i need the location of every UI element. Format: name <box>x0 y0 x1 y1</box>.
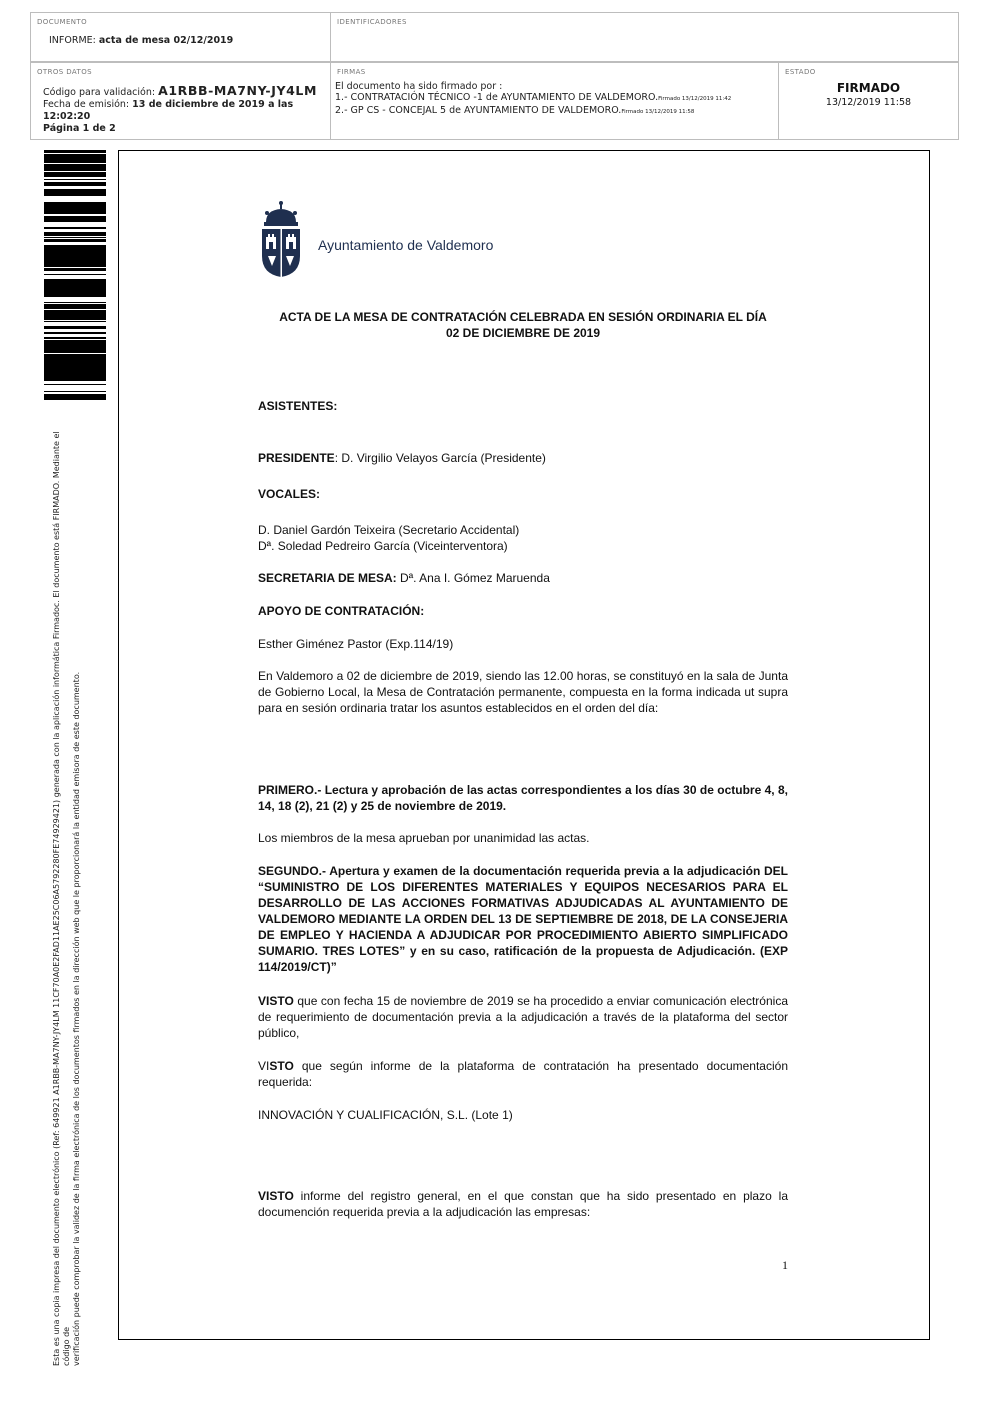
firma-2-date: Firmado 13/12/2019 11:58 <box>621 109 695 115</box>
document-title <box>258 309 788 341</box>
fecha-prefix: Fecha de emisión: <box>43 99 130 110</box>
page-count: Página 1 de 2 <box>43 123 116 134</box>
documento-cell <box>31 13 331 61</box>
documento-label: DOCUMENTO <box>37 18 87 26</box>
visto-3-paragraph <box>258 1188 788 1220</box>
apoyo-value: Esther Giménez Pastor (Exp.114/19) <box>258 637 454 651</box>
validation-code[interactable]: A1RBB-MA7NY-JY4LM <box>158 83 318 98</box>
empresa-line: INNOVACIÓN Y CUALIFICACIÓN, S.L. (Lote 1) <box>258 1108 513 1122</box>
vocales-heading: VOCALES: <box>258 487 321 501</box>
estado-date: 13/12/2019 11:58 <box>825 97 912 108</box>
presidente-label: PRESIDENTE <box>258 451 335 465</box>
visto-2-pre: VI <box>258 1059 270 1073</box>
firma-1-date: Firmado 13/12/2019 11:42 <box>658 96 732 102</box>
municipality-name: Ayuntamiento de Valdemoro <box>318 237 494 253</box>
estado-label: ESTADO <box>785 68 816 76</box>
page-number: 1 <box>782 1258 788 1272</box>
otros-datos-cell <box>31 63 331 139</box>
vocal-2: Dª. Soledad Pedreiro García (Viceinterventora) <box>258 539 508 553</box>
firma-1 <box>335 92 731 105</box>
signature-header <box>30 62 959 140</box>
verification-line-2: verificación puede comprobar la validez de la firma electrónica de los documentos firmados en la dirección web que le proporcionará la entidad emisora de este documento. <box>72 671 81 1366</box>
intro-paragraph: En Valdemoro a 02 de diciembre de 2019, siendo las 12.00 horas, se constituyó en la sala de Junta de Gobierno Local, la Mesa de Contratación permanente, compuesta en la forma indicada ut supra para en sesión ordinaria tratar los asuntos establecidos en el orden del día: <box>258 669 788 715</box>
emission-date-line <box>43 99 330 123</box>
document-header <box>30 12 959 62</box>
visto-1-label: VISTO <box>258 994 294 1008</box>
documento-value: acta de mesa 02/12/2019 <box>98 35 234 46</box>
apoyo-heading: APOYO DE CONTRATACIÓN: <box>258 604 425 618</box>
asistentes-heading: ASISTENTES: <box>258 399 338 413</box>
primero-heading: PRIMERO.- Lectura y aprobación de las actas correspondientes a los días 30 de octubre 4, 8, 14, 18 (2), 21 (2) y 25 de noviembre de 2019. <box>258 783 788 813</box>
title-line-2: 02 DE DICIEMBRE DE 2019 <box>445 326 601 340</box>
emission-date: 13 de diciembre de 2019 a las 12:02:20 <box>43 99 294 122</box>
firmas-cell <box>331 63 779 139</box>
secretaria-value: Dª. Ana I. Gómez Maruenda <box>396 571 550 585</box>
visto-2-label: STO <box>269 1059 294 1073</box>
verification-line-1: Esta es una copia impresa del documento electrónico (Ref: 649921 A1RBB-MA7NY-JY4LM 11CF70A0E2FAD11AE25C06A5792280FE74929421) generada con la aplicación informática Firmadoc. El documento está FIRMADO. Mediante el código de <box>52 431 71 1366</box>
visto-2-text: que según informe de la plataforma de contratación ha presentado documentación requerida: <box>258 1059 788 1089</box>
estado-value: FIRMADO <box>836 81 901 95</box>
estado-cell <box>779 63 958 139</box>
barcode-icon <box>44 150 106 400</box>
visto-3-text: informe del registro general, en el que constan que ha sido presentado en plazo la documención requerida previa a la adjudicación las empresas: <box>258 1189 788 1219</box>
title-line-1: ACTA DE LA MESA DE CONTRATACIÓN CELEBRADA EN SESIÓN ORDINARIA EL DÍA <box>279 310 767 324</box>
visto-1-text: que con fecha 15 de noviembre de 2019 se ha procedido a enviar comunicación electrónica de requerimiento de documentación previa a la adjudicación a través de la plataforma del sector público, <box>258 994 788 1040</box>
segundo-heading: SEGUNDO.- Apertura y examen de la documentación requerida previa a la adjudicación DEL “SUMINISTRO DE LOS DIFERENTES MATERIALES Y EQUIPOS NECESARIOS PARA EL DESARROLLO DE LAS ACCIONES FORMATIVAS ADJUDICADAS AL AYUNTAMIENTO DE VALDEMORO MEDIANTE LA ORDEN DEL 13 DE SEPTIEMBRE DE 2018, DE LA CONSEJERIA DE EMPLEO Y HACIENDA A ADJUDICAR POR PROCEDIMIENTO ABIERTO SIMPLIFICADO SUMARIO. TRES LOTES” y en su caso, ratificación de la propuesta de Adjudicación. (EXP 114/2019/CT)” <box>258 864 788 974</box>
documento-prefix: INFORME: <box>49 35 96 46</box>
firmas-lines <box>335 81 731 118</box>
presidente-line <box>258 450 788 466</box>
visto-1-paragraph <box>258 993 788 1041</box>
codigo-prefix: Código para validación: <box>43 87 156 98</box>
visto-2-paragraph <box>258 1058 788 1090</box>
visto-3-label: VISTO <box>258 1189 294 1203</box>
identificadores-cell <box>331 13 958 61</box>
otros-datos-label: OTROS DATOS <box>37 68 92 76</box>
identificadores-label: IDENTIFICADORES <box>337 18 407 26</box>
secretaria-label: SECRETARIA DE MESA: <box>258 571 397 585</box>
presidente-value: : D. Virgilio Velayos García (Presidente) <box>334 451 546 465</box>
vocal-1: D. Daniel Gardón Teixeira (Secretario Accidental) <box>258 523 520 537</box>
firmas-intro: El documento ha sido firmado por : <box>335 81 503 92</box>
secretaria-line <box>258 570 788 586</box>
verification-side-text <box>52 426 82 1366</box>
vocales-list <box>258 522 788 554</box>
firma-1-text: 1.- CONTRATACIÓN TÉCNICO -1 de AYUNTAMIENTO DE VALDEMORO. <box>335 92 659 103</box>
validation-code-line <box>43 85 330 99</box>
firma-2 <box>335 105 731 118</box>
firmas-label: FIRMAS <box>337 68 366 76</box>
firma-2-text: 2.- GP CS - CONCEJAL 5 de AYUNTAMIENTO DE VALDEMORO. <box>335 105 622 116</box>
documento-line <box>49 35 233 46</box>
primero-text: Los miembros de la mesa aprueban por unanimidad las actas. <box>258 831 590 845</box>
coat-of-arms-icon <box>258 200 304 278</box>
otros-datos-lines <box>43 85 330 135</box>
